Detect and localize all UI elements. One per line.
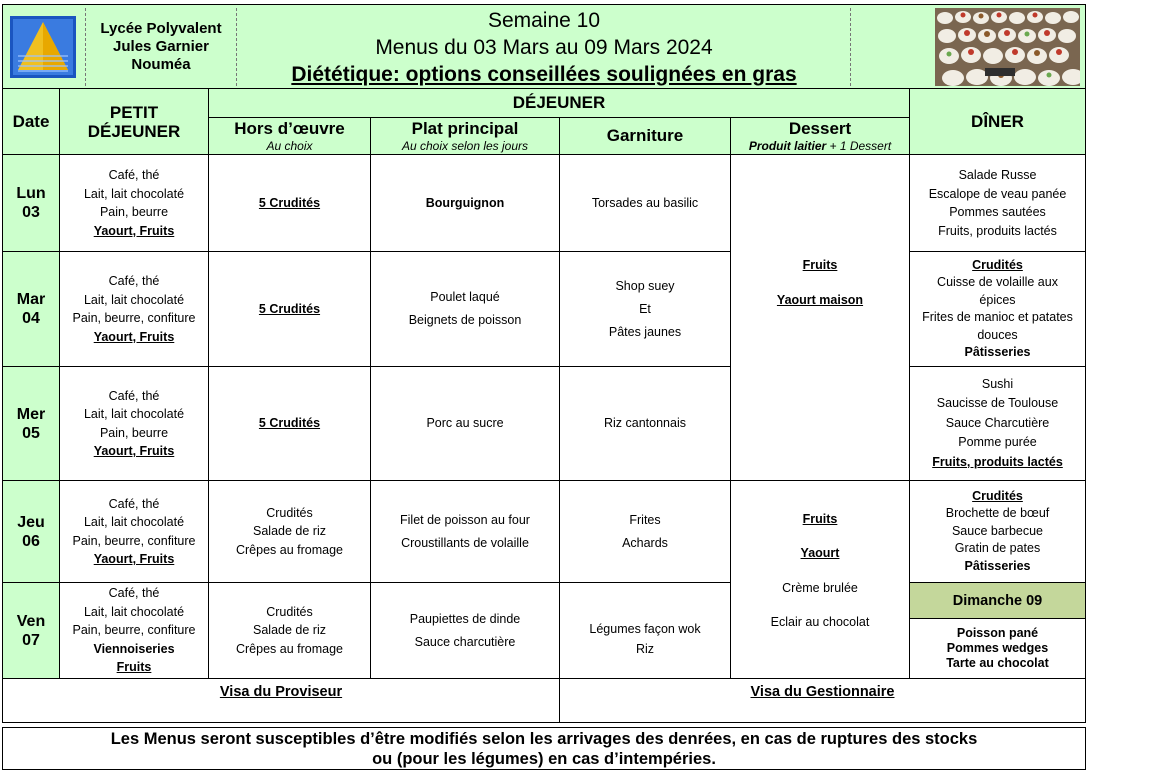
main-cell: [370, 480, 560, 583]
main-cell: [370, 582, 560, 679]
school-logo-icon: [10, 16, 76, 78]
breakfast-item-recommended: Yaourt, Fruits: [93, 552, 175, 566]
side-cell: [559, 154, 731, 252]
breakfast-item: Café, thé: [108, 274, 160, 288]
breakfast-item: Pain, beurre, confiture: [72, 623, 196, 638]
dessert-item: Fruits: [802, 258, 838, 272]
dessert-item: Yaourt maison: [776, 292, 864, 307]
starter-cell: [208, 251, 371, 367]
sunday-header: [909, 582, 1086, 619]
side-cell: [559, 366, 731, 481]
starter-item: Crêpes au fromage: [235, 542, 343, 557]
breakfast-item: Café, thé: [108, 496, 160, 511]
visa-proviseur-label: Visa du Proviseur: [219, 684, 343, 700]
dessert-item: Eclair au chocolat: [770, 615, 870, 629]
school-line3: Nouméa: [131, 56, 191, 73]
breakfast-item: Lait, lait chocolaté: [83, 604, 185, 619]
breakfast-item: Lait, lait chocolaté: [83, 292, 185, 307]
dinner-cell: [909, 366, 1086, 481]
side-item: Riz cantonnais: [604, 416, 686, 431]
main-cell: [370, 366, 560, 481]
sunday-title: Dimanche 09: [952, 592, 1043, 609]
col-header-side-label: Garniture: [606, 126, 684, 145]
col-header-main-sub: Au choix selon les jours: [401, 139, 529, 153]
dinner-item-recommended: Crudités: [972, 257, 1023, 272]
footer-line2: ou (pour les légumes) en cas d’intempéries.: [372, 749, 716, 768]
footer-notice: [2, 727, 1086, 770]
dinner-item: Brochette de bœuf: [945, 506, 1050, 521]
starter-item: 5 Crudités: [258, 416, 321, 431]
day-cell-mar: [2, 251, 60, 367]
dinner-item: Salade Russe: [958, 168, 1037, 182]
day-number: 03: [22, 204, 40, 221]
dinner-item: Gratin de pates: [954, 541, 1041, 556]
day-name: Mer: [16, 405, 46, 423]
breakfast-item: Pain, beurre: [99, 425, 169, 440]
starter-item: Salade de riz: [253, 623, 326, 638]
school-line1: Lycée Polyvalent: [100, 20, 222, 37]
school-line2: Jules Garnier: [113, 38, 209, 55]
dinner-item: Pomme purée: [958, 435, 1037, 450]
col-header-lunch-label: DÉJEUNER: [512, 93, 606, 112]
starter-item: 5 Crudités: [258, 301, 321, 316]
starter-cell: [208, 582, 371, 679]
col-header-dessert-label: Dessert: [788, 119, 852, 138]
dinner-item-bold: Pâtisseries: [964, 345, 1031, 359]
breakfast-cell: [59, 154, 209, 252]
dinner-item: Frites de manioc et patates douces: [922, 310, 1073, 342]
col-header-dessert: [730, 117, 910, 155]
day-number: 06: [22, 532, 40, 550]
menu-title: [238, 6, 850, 88]
dinner-item: Pommes sautées: [949, 205, 1046, 219]
breakfast-cell: [59, 366, 209, 481]
sunday-item: Tarte au chocolat: [946, 656, 1049, 670]
dinner-cell: [909, 480, 1086, 583]
breakfast-item: Pain, beurre, confiture: [72, 311, 196, 325]
sunday-item: Pommes wedges: [946, 641, 1049, 655]
week-title: Semaine 10: [487, 8, 601, 32]
dinner-item: Sushi: [981, 376, 1014, 391]
col-header-side: [559, 117, 731, 155]
breakfast-item: Lait, lait chocolaté: [83, 186, 185, 201]
school-name: [88, 14, 234, 80]
dinner-item: Sauce Charcutière: [945, 415, 1050, 430]
breakfast-item: Café, thé: [108, 168, 160, 182]
breakfast-cell: [59, 251, 209, 367]
starter-cell: [208, 480, 371, 583]
main-item: Bourguignon: [425, 195, 505, 210]
starter-item: Crêpes au fromage: [235, 641, 343, 656]
col-header-dessert-sub-bold: Produit laitier: [748, 139, 827, 153]
day-number: 05: [22, 424, 40, 442]
dinner-item: Sauce barbecue: [951, 523, 1044, 538]
dinner-item: Escalope de veau panée: [928, 186, 1067, 201]
main-cell: [370, 154, 560, 252]
col-header-lunch: [208, 88, 910, 118]
starter-cell: [208, 366, 371, 481]
breakfast-item-bold: Viennoiseries: [93, 641, 175, 656]
breakfast-item: Pain, beurre: [99, 205, 169, 219]
diet-notice: Diététique: options conseillées soulignées en gras: [291, 62, 797, 86]
col-header-breakfast: [59, 88, 209, 155]
col-header-dinner: [909, 88, 1086, 155]
breakfast-item-recommended: Yaourt, Fruits: [93, 444, 175, 458]
starter-item: Salade de riz: [253, 524, 326, 539]
breakfast-item: Lait, lait chocolaté: [83, 515, 185, 529]
dinner-item: Fruits, produits lactés: [938, 223, 1057, 238]
day-name: Jeu: [17, 513, 45, 531]
breakfast-item-recommended: Yaourt, Fruits: [93, 223, 175, 238]
main-item: Filet de poisson au four: [400, 512, 530, 527]
col-header-breakfast-label: PETIT DÉJEUNER: [87, 102, 181, 141]
dessert-item: Crème brulée: [782, 580, 858, 595]
desserts-photo-image: [935, 8, 1080, 86]
day-cell-ven: [2, 582, 60, 679]
visa-gestionnaire-cell: [559, 678, 1086, 723]
main-item: Porc au sucre: [426, 416, 504, 431]
main-item: Croustillants de volaille: [401, 535, 529, 550]
side-item: Légumes façon wok: [589, 621, 701, 636]
desserts-photo: [935, 8, 1080, 86]
side-item: Frites: [629, 512, 661, 527]
main-item: Poulet laqué: [430, 290, 500, 304]
col-header-dessert-sub: [749, 139, 891, 153]
visa-proviseur-cell: [2, 678, 560, 723]
starter-item: 5 Crudités: [258, 195, 321, 210]
side-item: Et: [639, 301, 651, 316]
dessert-cell-week1: [730, 154, 910, 481]
side-item: Pâtes jaunes: [608, 324, 682, 339]
day-number: 04: [22, 310, 40, 327]
side-item: Torsades au basilic: [591, 195, 699, 210]
main-item: Sauce charcutière: [414, 634, 516, 649]
side-item: Achards: [622, 535, 668, 550]
col-header-main: [370, 117, 560, 155]
sunday-cell: [909, 618, 1086, 679]
starter-cell: [208, 154, 371, 252]
day-name: Lun: [16, 185, 46, 202]
dessert-cell-week2: [730, 480, 910, 679]
dinner-item: Saucisse de Toulouse: [936, 396, 1059, 411]
side-cell: [559, 480, 731, 583]
breakfast-item: Café, thé: [108, 388, 160, 403]
col-header-dinner-label: DÎNER: [971, 111, 1024, 131]
side-cell: [559, 582, 731, 679]
breakfast-item-recommended: Fruits: [116, 660, 152, 675]
dinner-item-recommended: Fruits, produits lactés: [932, 454, 1063, 469]
starter-item: Crudités: [266, 505, 313, 520]
day-name: Ven: [16, 612, 46, 630]
day-number: 07: [22, 631, 40, 649]
dessert-item: Fruits: [802, 511, 838, 526]
sunday-item: Poisson pané: [956, 626, 1039, 640]
side-cell: [559, 251, 731, 367]
dinner-item: Cuisse de volaille aux épices: [937, 275, 1058, 307]
col-header-main-label: Plat principal: [411, 119, 519, 138]
breakfast-item: Café, thé: [108, 586, 160, 601]
breakfast-item: Pain, beurre, confiture: [72, 533, 196, 548]
col-header-starter: [208, 117, 371, 155]
dinner-item-recommended: Crudités: [972, 488, 1023, 503]
day-cell-mer: [2, 366, 60, 481]
col-header-starter-sub: Au choix: [266, 139, 313, 153]
day-name: Mar: [16, 291, 46, 308]
dinner-cell: [909, 154, 1086, 252]
day-cell-jeu: [2, 480, 60, 583]
col-header-date: [2, 88, 60, 155]
starter-item: Crudités: [266, 604, 313, 619]
breakfast-cell: [59, 582, 209, 679]
main-item: Beignets de poisson: [408, 313, 522, 327]
col-header-starter-label: Hors d’œuvre: [234, 119, 345, 138]
visa-gestionnaire-label: Visa du Gestionnaire: [750, 684, 895, 700]
dessert-item: Yaourt: [800, 546, 840, 560]
main-cell: [370, 251, 560, 367]
col-header-dessert-sub-rest: + 1 Dessert: [826, 139, 892, 153]
footer-line1: Les Menus seront susceptibles d’être modifiés selon les arrivages des denrées, en cas de ruptures des stocks: [110, 729, 978, 748]
col-header-date-label: Date: [12, 111, 50, 131]
breakfast-item-recommended: Yaourt, Fruits: [93, 329, 175, 344]
dinner-item-bold: Pâtisseries: [964, 558, 1031, 573]
day-cell-lun: [2, 154, 60, 252]
menus-period: Menus du 03 Mars au 09 Mars 2024: [375, 35, 713, 59]
side-item: Riz: [635, 641, 655, 656]
dinner-cell: [909, 251, 1086, 367]
school-logo: [10, 16, 76, 78]
side-item: Shop suey: [615, 278, 675, 293]
breakfast-cell: [59, 480, 209, 583]
main-item: Paupiettes de dinde: [409, 611, 521, 626]
breakfast-item: Lait, lait chocolaté: [83, 407, 185, 421]
